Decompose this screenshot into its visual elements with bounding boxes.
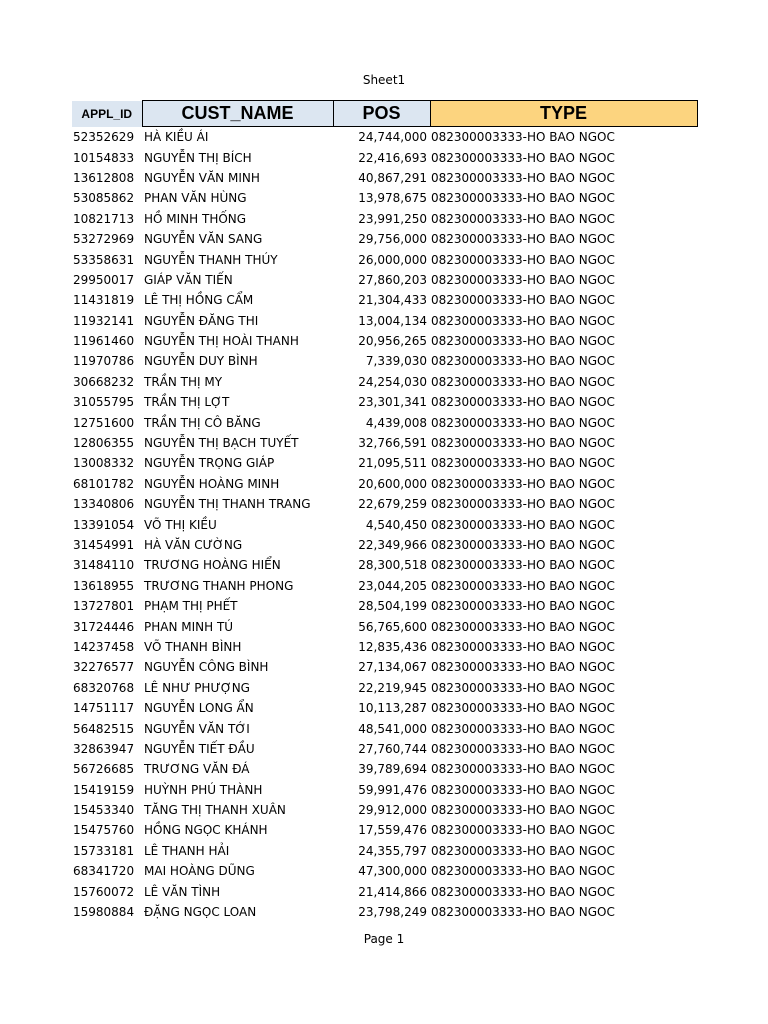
table-row: [72, 535, 697, 555]
cell-appl-id: 32863947: [73, 741, 135, 756]
table-row: [72, 596, 697, 616]
cell-cust-name: TRẦN THỊ MY: [144, 374, 223, 389]
table-row: [72, 739, 697, 759]
cell-cust-name: PHAN MINH TÚ: [144, 619, 234, 634]
cell-appl-id: 32276577: [73, 660, 135, 675]
table-row: [72, 881, 697, 901]
column-header-type: TYPE: [430, 101, 697, 127]
table-row: [72, 718, 697, 738]
cell-cust-name: NGUYỄN THỊ BẠCH TUYẾT: [144, 436, 299, 451]
cell-pos: 20,956,265: [358, 334, 427, 349]
cell-pos: 24,355,797: [358, 843, 427, 858]
cell-type: 082300003333-HO BAO NGOC: [431, 660, 615, 675]
cell-appl-id: 15760072: [73, 884, 135, 899]
cell-type: 082300003333-HO BAO NGOC: [431, 619, 615, 634]
cell-type: 082300003333-HO BAO NGOC: [431, 232, 615, 247]
cell-pos: 23,798,249: [358, 905, 427, 920]
cell-appl-id: 13008332: [73, 456, 135, 471]
cell-appl-id: 14237458: [73, 639, 135, 654]
cell-cust-name: TRƯƠNG THANH PHONG: [144, 578, 294, 593]
cell-cust-name: HỒ MINH THỐNG: [144, 211, 247, 226]
table-row: [72, 698, 697, 718]
cell-pos: 22,679,259: [358, 497, 427, 512]
cell-cust-name: NGUYỄN TRỌNG GIÁP: [144, 456, 275, 471]
cell-cust-name: NGUYỄN VĂN TỚI: [144, 721, 250, 736]
cell-pos: 26,000,000: [358, 252, 427, 267]
cell-pos: 22,349,966: [358, 538, 427, 552]
cell-type: 082300003333-HO BAO NGOC: [431, 293, 615, 308]
table-row: [72, 127, 697, 148]
cell-pos: 27,134,067: [358, 660, 427, 675]
cell-pos: 29,756,000: [358, 232, 427, 247]
cell-pos: 4,540,450: [365, 517, 427, 532]
cell-appl-id: 12806355: [73, 436, 135, 451]
cell-cust-name: ĐẶNG NGỌC LOAN: [144, 905, 257, 920]
cell-cust-name: NGUYỄN VĂN MINH: [144, 170, 260, 185]
cell-type: 082300003333-HO BAO NGOC: [431, 456, 615, 471]
cell-cust-name: NGUYỄN TIẾT ĐẦU: [144, 741, 255, 756]
cell-appl-id: 53272969: [73, 232, 135, 247]
cell-pos: 20,600,000: [358, 476, 427, 491]
cell-cust-name: NGUYỄN THỊ THANH TRANG: [144, 497, 311, 512]
cell-type: 082300003333-HO BAO NGOC: [431, 884, 615, 899]
table-row: [72, 290, 697, 310]
table-row: [72, 616, 697, 636]
cell-appl-id: 53085862: [73, 191, 135, 206]
cell-cust-name: LÊ NHƯ PHƯỢNG: [144, 680, 250, 695]
cell-cust-name: HUỲNH PHÚ THÀNH: [144, 782, 263, 797]
cell-type: 082300003333-HO BAO NGOC: [431, 313, 615, 328]
cell-type: 082300003333-HO BAO NGOC: [431, 415, 615, 430]
cell-appl-id: 15453340: [73, 803, 135, 818]
table-row: [72, 372, 697, 392]
cell-pos: 21,095,511: [358, 456, 427, 471]
cell-cust-name: VÕ THỊ KIỀU: [144, 517, 217, 532]
cell-appl-id: 30668232: [73, 374, 135, 389]
table-row: [72, 188, 697, 208]
cell-pos: 29,912,000: [358, 803, 427, 818]
cell-cust-name: LÊ THANH HẢI: [144, 843, 230, 858]
cell-cust-name: LÊ VĂN TÌNH: [144, 884, 221, 899]
table-row: [72, 657, 697, 677]
table-row: [72, 678, 697, 698]
cell-type: 082300003333-HO BAO NGOC: [431, 558, 615, 573]
cell-type: 082300003333-HO BAO NGOC: [431, 395, 615, 410]
column-header-cust-name: CUST_NAME: [142, 101, 333, 127]
cell-cust-name: HÀ KIỀU ÁI: [144, 130, 209, 145]
table-row: [72, 147, 697, 167]
cell-pos: 12,835,436: [358, 639, 427, 654]
cell-pos: 21,304,433: [358, 293, 427, 308]
cell-pos: 56,765,600: [358, 619, 427, 634]
cell-appl-id: 56482515: [73, 721, 135, 736]
table-row: [72, 800, 697, 820]
cell-cust-name: TRƯƠNG VĂN ĐÁ: [144, 762, 250, 777]
cell-appl-id: 68101782: [73, 476, 135, 491]
column-header-pos: POS: [333, 101, 430, 127]
table-row: [72, 311, 697, 331]
cell-type: 082300003333-HO BAO NGOC: [431, 272, 615, 287]
cell-pos: 22,219,945: [358, 680, 427, 695]
cell-cust-name: VÕ THANH BÌNH: [144, 639, 242, 654]
cell-appl-id: 29950017: [73, 272, 135, 287]
cell-appl-id: 10821713: [73, 211, 135, 226]
cell-type: 082300003333-HO BAO NGOC: [431, 334, 615, 349]
cell-pos: 28,300,518: [358, 558, 427, 573]
table-row: [72, 555, 697, 575]
cell-cust-name: TRẦN THỊ LỢT: [144, 395, 230, 410]
cell-appl-id: 56726685: [73, 762, 135, 777]
table-row: [72, 820, 697, 840]
table-row: [72, 168, 697, 188]
cell-pos: 17,559,476: [358, 823, 427, 838]
cell-cust-name: NGUYỄN CÔNG BÌNH: [144, 660, 269, 675]
cell-cust-name: NGUYỄN THỊ BÍCH: [144, 150, 252, 165]
cell-appl-id: 31484110: [73, 558, 135, 573]
cell-appl-id: 15475760: [73, 823, 135, 838]
table-row: [72, 861, 697, 881]
table-row: [72, 453, 697, 473]
table-row: [72, 514, 697, 534]
cell-cust-name: TRẦN THỊ CÔ BĂNG: [144, 415, 261, 430]
cell-type: 082300003333-HO BAO NGOC: [431, 905, 615, 920]
cell-appl-id: 13612808: [73, 170, 135, 185]
table-row: [72, 412, 697, 432]
cell-pos: 22,416,693: [358, 150, 427, 165]
header-row: [72, 101, 697, 127]
sheet-title: Sheet1: [362, 73, 406, 87]
cell-pos: 23,301,341: [358, 395, 427, 410]
page-footer: Page 1: [363, 932, 405, 946]
cell-appl-id: 13340806: [73, 497, 135, 512]
table-row: [72, 270, 697, 290]
cell-cust-name: NGUYỄN DUY BÌNH: [144, 354, 258, 369]
cell-cust-name: HÀ VĂN CƯỜNG: [144, 538, 243, 552]
cell-type: 082300003333-HO BAO NGOC: [431, 170, 615, 185]
table-row: [72, 576, 697, 596]
cell-appl-id: 68320768: [73, 680, 135, 695]
cell-pos: 24,254,030: [358, 374, 427, 389]
table-row: [72, 902, 697, 922]
data-table: [72, 100, 698, 922]
table-row: [72, 494, 697, 514]
cell-pos: 7,339,030: [365, 354, 427, 369]
cell-pos: 23,991,250: [358, 211, 427, 226]
cell-pos: 32,766,591: [358, 436, 427, 451]
cell-pos: 47,300,000: [358, 864, 427, 879]
cell-type: 082300003333-HO BAO NGOC: [431, 436, 615, 451]
cell-cust-name: NGUYỄN HOÀNG MINH: [144, 476, 280, 491]
cell-pos: 40,867,291: [358, 170, 427, 185]
table-row: [72, 229, 697, 249]
cell-appl-id: 11970786: [73, 354, 135, 369]
table-row: [72, 637, 697, 657]
cell-type: 082300003333-HO BAO NGOC: [431, 538, 615, 552]
cell-cust-name: MAI HOÀNG DŨNG: [144, 864, 255, 879]
cell-cust-name: NGUYỄN THỊ HOÀI THANH: [144, 334, 299, 349]
cell-appl-id: 31055795: [73, 395, 135, 410]
cell-type: 082300003333-HO BAO NGOC: [431, 843, 615, 858]
cell-appl-id: 14751117: [73, 701, 135, 716]
cell-cust-name: NGUYỄN LONG ẨN: [144, 701, 254, 716]
cell-pos: 10,113,287: [358, 701, 427, 716]
cell-type: 082300003333-HO BAO NGOC: [431, 599, 615, 614]
cell-pos: 13,978,675: [358, 191, 427, 206]
cell-appl-id: 11961460: [73, 334, 135, 349]
cell-appl-id: 13727801: [73, 599, 135, 614]
cell-appl-id: 13391054: [73, 517, 135, 532]
cell-type: 082300003333-HO BAO NGOC: [431, 517, 615, 532]
cell-cust-name: NGUYỄN ĐĂNG THI: [144, 313, 259, 328]
cell-type: 082300003333-HO BAO NGOC: [431, 150, 615, 165]
cell-pos: 39,789,694: [358, 762, 427, 777]
table-row: [72, 209, 697, 229]
cell-type: 082300003333-HO BAO NGOC: [431, 864, 615, 879]
cell-pos: 28,504,199: [358, 599, 427, 614]
table-row: [72, 331, 697, 351]
cell-cust-name: GIÁP VĂN TIẾN: [144, 272, 233, 287]
cell-type: 082300003333-HO BAO NGOC: [431, 211, 615, 226]
cell-appl-id: 31454991: [73, 538, 135, 552]
table-row: [72, 392, 697, 412]
cell-appl-id: 15733181: [73, 843, 135, 858]
cell-pos: 27,860,203: [358, 272, 427, 287]
cell-type: 082300003333-HO BAO NGOC: [431, 680, 615, 695]
table-row: [72, 433, 697, 453]
cell-appl-id: 53358631: [73, 252, 135, 267]
cell-type: 082300003333-HO BAO NGOC: [431, 476, 615, 491]
cell-pos: 59,991,476: [358, 782, 427, 797]
cell-type: 082300003333-HO BAO NGOC: [431, 252, 615, 267]
cell-cust-name: TRƯƠNG HOÀNG HIỂN: [144, 558, 281, 573]
cell-type: 082300003333-HO BAO NGOC: [431, 701, 615, 716]
cell-type: 082300003333-HO BAO NGOC: [431, 374, 615, 389]
cell-pos: 21,414,866: [358, 884, 427, 899]
cell-pos: 48,541,000: [358, 721, 427, 736]
cell-appl-id: 13618955: [73, 578, 135, 593]
cell-pos: 4,439,008: [365, 415, 427, 430]
cell-cust-name: LÊ THỊ HỒNG CẨM: [144, 293, 254, 308]
table-body: [72, 127, 697, 923]
cell-type: 082300003333-HO BAO NGOC: [431, 741, 615, 756]
cell-cust-name: TĂNG THỊ THANH XUÂN: [144, 803, 286, 818]
cell-appl-id: 52352629: [73, 129, 135, 144]
cell-appl-id: 11431819: [73, 293, 135, 308]
cell-pos: 24,744,000: [358, 130, 427, 145]
table-row: [72, 249, 697, 269]
cell-type: 082300003333-HO BAO NGOC: [431, 721, 615, 736]
cell-type: 082300003333-HO BAO NGOC: [431, 762, 615, 777]
cell-appl-id: 15419159: [73, 782, 135, 797]
cell-type: 082300003333-HO BAO NGOC: [431, 782, 615, 797]
cell-type: 082300003333-HO BAO NGOC: [431, 497, 615, 512]
table-row: [72, 351, 697, 371]
cell-pos: 27,760,744: [358, 741, 427, 756]
cell-type: 082300003333-HO BAO NGOC: [431, 823, 615, 838]
cell-appl-id: 68341720: [73, 864, 135, 879]
table-row: [72, 841, 697, 861]
cell-cust-name: NGUYỄN THANH THÚY: [144, 252, 278, 267]
cell-type: 082300003333-HO BAO NGOC: [431, 191, 615, 206]
cell-type: 082300003333-HO BAO NGOC: [431, 803, 615, 818]
column-header-appl-id: APPL_ID: [72, 101, 142, 127]
cell-type: 082300003333-HO BAO NGOC: [431, 130, 615, 145]
cell-type: 082300003333-HO BAO NGOC: [431, 578, 615, 593]
cell-type: 082300003333-HO BAO NGOC: [431, 354, 615, 369]
cell-cust-name: NGUYỄN VĂN SANG: [144, 232, 263, 247]
cell-appl-id: 11932141: [73, 313, 135, 328]
cell-pos: 13,004,134: [358, 313, 427, 328]
cell-cust-name: HỒNG NGỌC KHÁNH: [144, 823, 268, 838]
cell-appl-id: 31724446: [73, 619, 135, 634]
table-row: [72, 759, 697, 779]
cell-cust-name: PHẠM THỊ PHẾT: [144, 599, 238, 614]
cell-cust-name: PHAN VĂN HÙNG: [144, 191, 247, 206]
cell-appl-id: 15980884: [73, 905, 135, 920]
table-row: [72, 780, 697, 800]
cell-appl-id: 10154833: [73, 150, 135, 165]
cell-appl-id: 12751600: [73, 415, 135, 430]
cell-pos: 23,044,205: [358, 578, 427, 593]
table-row: [72, 474, 697, 494]
cell-type: 082300003333-HO BAO NGOC: [431, 639, 615, 654]
